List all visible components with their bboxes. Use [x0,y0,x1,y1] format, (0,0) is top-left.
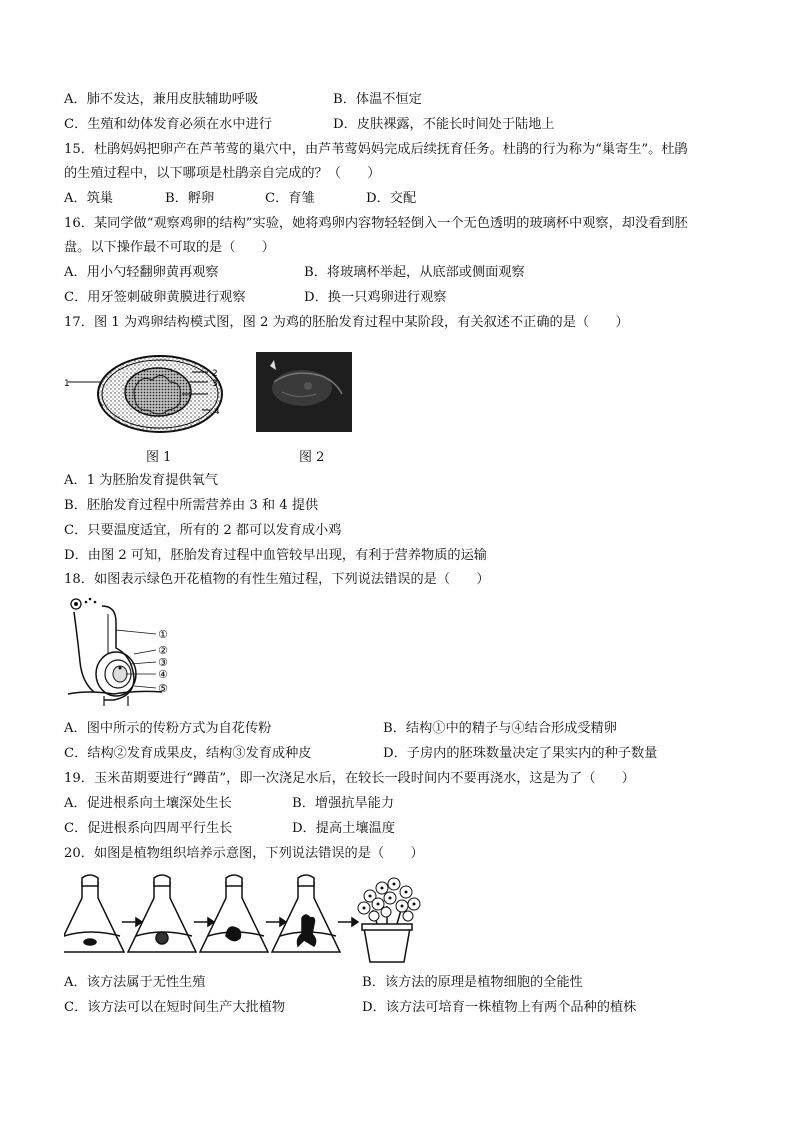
q16-option-d: D．换一只鸡卵进行观察 [304,290,447,305]
q19-option-a: A．促进根系向土壤深处生长 [64,796,232,811]
q18-option-c: C．结构②发育成果皮，结构③发育成种皮 [64,746,312,761]
flower-pistil-figure [64,594,190,706]
q15-option-b: B．孵卵 [165,191,215,206]
q18-option-a: A．图中所示的传粉方式为自花传粉 [64,721,272,736]
q19-option-d: D．提高土壤温度 [292,821,395,836]
q16-stem-line2: 盘。以下操作最不可取的是（ ） [64,240,275,255]
q17-option-b: B．胚胎发育过程中所需营养由 3 和 4 提供 [64,498,319,513]
q17-option-c: C．只要温度适宜，所有的 2 都可以发育成小鸡 [64,523,342,538]
fig18-label-3: ③ [158,656,168,669]
q17-option-d: D．由图 2 可知，胚胎发育过程中血管较早出现，有利于营养物质的运输 [64,548,487,563]
fig1-label-1: 1 [64,379,70,389]
q18-option-b: B．结构①中的精子与④结合形成受精卵 [383,721,617,736]
fig1-caption: 图 1 [146,450,172,465]
q15-option-a: A．筑巢 [64,191,114,206]
q20-option-b: B．该方法的原理是植物细胞的全能性 [362,975,583,990]
fig1-label-3: 3 [212,379,218,389]
q18-option-d: D．子房内的胚珠数量决定了果实内的种子数量 [383,746,658,761]
egg-structure-figure [62,352,232,436]
q17-stem: 17．图 1 为鸡卵结构模式图，图 2 为鸡的胚胎发育过程中某阶段，有关叙述不正确的是（ ） [64,315,629,330]
fig1-label-4: 4 [214,407,220,417]
q15-stem-line1: 15．杜鹃妈妈把卵产在芦苇莺的巢穴中，由芦苇莺妈妈完成后续抚育任务。杜鹃的行为称为“巢寄生”。杜鹃 [64,142,688,157]
tissue-culture-figure [64,874,424,964]
q20-stem: 20．如图是植物组织培养示意图，下列说法错误的是（ ） [64,846,424,861]
q15-stem-line2: 的生殖过程中，以下哪项是杜鹃亲自完成的？（ ） [64,166,381,181]
q16-option-c: C．用牙签刺破卵黄膜进行观察 [64,290,246,305]
q15-option-c: C．育雏 [265,191,315,206]
q20-option-a: A．该方法属于无性生殖 [64,975,206,990]
q18-stem: 18．如图表示绿色开花植物的有性生殖过程，下列说法错误的是（ ） [64,572,490,587]
q20-option-d: D．该方法可培育一株植物上有两个品种的植株 [362,1000,637,1015]
fig18-label-2: ② [158,644,168,657]
fig18-label-5: ⑤ [158,682,168,695]
q19-stem: 19．玉米苗期要进行“蹲苗”，即一次浇足水后，在较长一段时间内不要再浇水，这是为了（ ） [64,771,635,786]
q20-option-c: C．该方法可以在短时间生产大批植物 [64,1000,286,1015]
q16-stem-line1: 16．某同学做“观察鸡卵的结构”实验，她将鸡卵内容物轻轻倒入一个无色透明的玻璃杯中观察，却没看到胚 [64,216,688,231]
fig18-label-1: ① [158,628,168,641]
embryo-photo [256,352,352,432]
q14-option-a: A．肺不发达，兼用皮肤辅助呼吸 [64,92,259,107]
q16-option-a: A．用小勺轻翻卵黄再观察 [64,265,219,280]
q16-option-b: B．将玻璃杯举起，从底部或侧面观察 [304,265,525,280]
q17-option-a: A．1 为胚胎发育提供氧气 [64,473,218,488]
fig18-label-4: ④ [158,668,168,681]
q19-option-b: B．增强抗旱能力 [292,796,395,811]
q15-option-d: D．交配 [366,191,417,206]
fig1-label-2: 2 [212,369,218,379]
q14-option-c: C．生殖和幼体发育必须在水中进行 [64,117,272,132]
fig2-caption: 图 2 [299,450,325,465]
q19-option-c: C．促进根系向四周平行生长 [64,821,233,836]
q14-option-b: B．体温不恒定 [333,92,422,107]
q14-option-d: D．皮肤裸露，不能长时间处于陆地上 [333,117,555,132]
